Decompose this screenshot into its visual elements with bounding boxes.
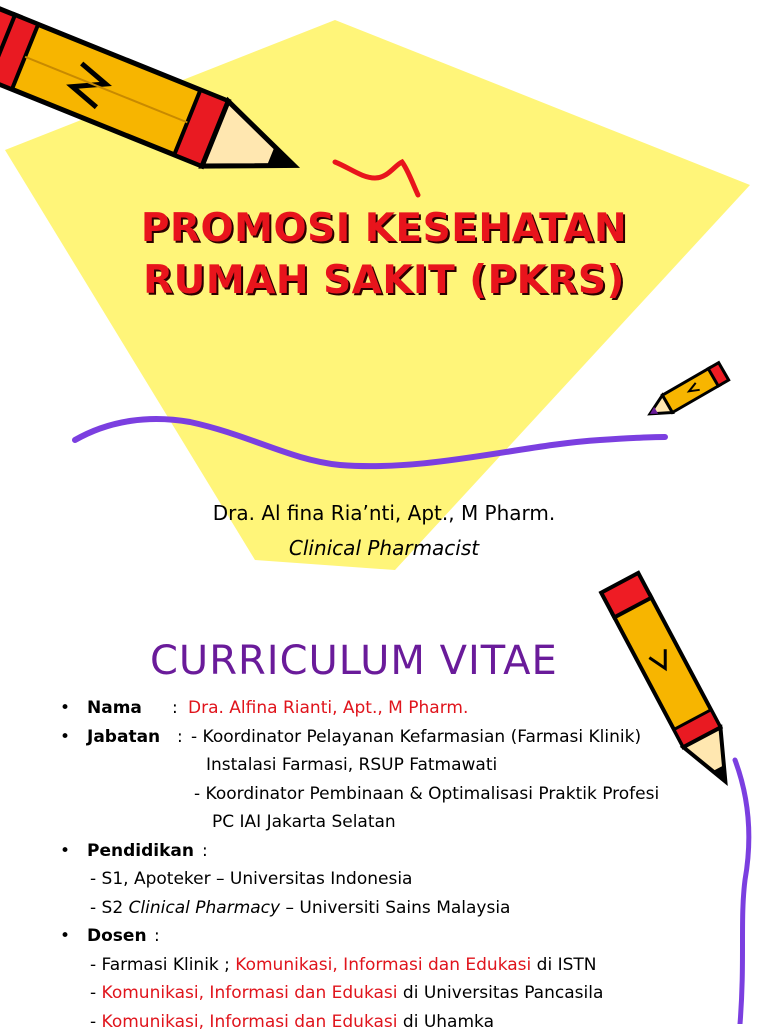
dosen-item-3-suffix: di Uhamka <box>398 1012 494 1032</box>
dosen-item-1 <box>90 951 596 980</box>
cv-jabatan-cont-3 <box>60 808 750 837</box>
dosen-item-2-prefix: - <box>90 983 102 1003</box>
jabatan-line-1: - Koordinator Pelayanan Kefarmasian (Farmasi Klinik) <box>191 723 641 752</box>
pendidikan-item-1: - S1, Apoteker – Universitas Indonesia <box>90 865 412 894</box>
pendidikan-sep: : <box>202 837 208 866</box>
jabatan-line-3: - Koordinator Pembinaan & Optimalisasi Praktik Profesi <box>194 780 659 809</box>
cv-heading: CURRICULUM VITAE <box>150 636 558 686</box>
cv-pendidikan-2 <box>60 894 750 923</box>
dosen-item-1-red: Komunikasi, Informasi dan Edukasi <box>235 955 531 975</box>
cv-jabatan-cont-2 <box>60 780 750 809</box>
nama-sep: : <box>172 694 178 723</box>
bullet: • <box>60 694 70 723</box>
jabatan-line-4: PC IAI Jakarta Selatan <box>212 808 396 837</box>
cv-dosen-3 <box>60 1008 750 1036</box>
bullet: • <box>60 922 70 951</box>
jabatan-sep: : <box>177 723 183 752</box>
dosen-item-3-prefix: - <box>90 1012 102 1032</box>
dosen-label: Dosen <box>87 922 147 951</box>
title-line-1: PROMOSI KESEHATAN <box>0 203 768 255</box>
nama-label: Nama <box>87 694 142 723</box>
nama-value: Dra. Alfina Rianti, Apt., M Pharm. <box>188 694 468 723</box>
cv-jabatan-cont-1 <box>60 751 750 780</box>
dosen-item-3-red: Komunikasi, Informasi dan Edukasi <box>102 1012 398 1032</box>
dosen-item-2 <box>90 979 603 1008</box>
cv-dosen-1 <box>60 951 750 980</box>
dosen-item-1-prefix: - Farmasi Klinik ; <box>90 955 235 975</box>
dosen-item-2-suffix: di Universitas Pancasila <box>398 983 604 1003</box>
cv-item-jabatan <box>60 723 750 752</box>
pendidikan-item-2-italic: Clinical Pharmacy <box>129 898 281 918</box>
jabatan-label: Jabatan <box>87 723 160 752</box>
dosen-item-2-red: Komunikasi, Informasi dan Edukasi <box>102 983 398 1003</box>
pendidikan-item-2 <box>90 894 510 923</box>
author-name: Dra. Al fina Ria’nti, Apt., M Pharm. <box>0 500 768 526</box>
cv-pendidikan-1 <box>60 865 750 894</box>
cv-item-nama <box>60 694 750 723</box>
slide-title <box>0 203 768 307</box>
cv-item-dosen <box>60 922 750 951</box>
pendidikan-item-2-suffix: – Universiti Sains Malaysia <box>280 898 510 918</box>
cv-item-pendidikan <box>60 837 750 866</box>
title-line-2: RUMAH SAKIT (PKRS) <box>0 255 768 307</box>
pencil-icon-small <box>645 363 729 423</box>
pendidikan-label: Pendidikan <box>87 837 194 866</box>
jabatan-line-2: Instalasi Farmasi, RSUP Fatmawati <box>206 751 497 780</box>
cv-list <box>60 694 750 1036</box>
dosen-item-3 <box>90 1008 494 1036</box>
dosen-sep: : <box>154 922 160 951</box>
dosen-item-1-suffix: di ISTN <box>531 955 596 975</box>
pendidikan-item-2-prefix: - S2 <box>90 898 129 918</box>
cv-dosen-2 <box>60 979 750 1008</box>
bullet: • <box>60 723 70 752</box>
author-role: Clinical Pharmacist <box>0 535 768 561</box>
bullet: • <box>60 837 70 866</box>
